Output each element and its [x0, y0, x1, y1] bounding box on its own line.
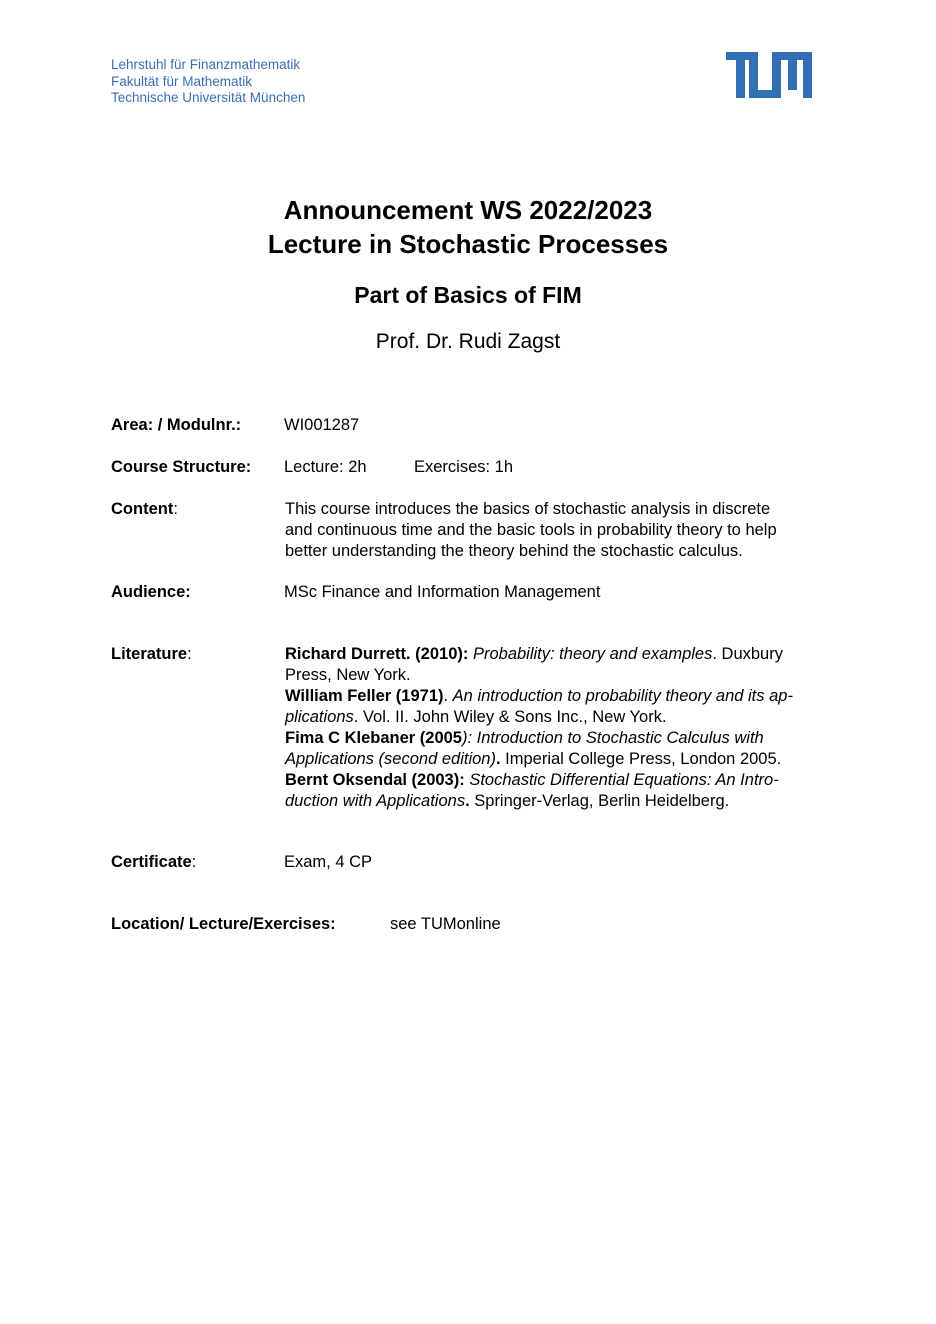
area-value: WI001287 [284, 416, 360, 434]
university-name: Technische Universität München [111, 90, 306, 105]
professor-name: Prof. Dr. Rudi Zagst [375, 330, 561, 353]
literature-item-durrett: Richard Durrett. (2010): Probability: theory and examples. Duxbury [285, 645, 783, 663]
structure-label: Course Structure: [111, 458, 252, 476]
audience-label: Audience: [111, 583, 191, 601]
literature-item-oksendal: Bernt Oksendal (2003): Stochastic Differential Equations: An Intro- [285, 771, 779, 789]
title-line-2: Lecture in Stochastic Processes [267, 229, 669, 259]
literature-item-klebaner: Fima C Klebaner (2005): Introduction to Stochastic Calculus with [285, 729, 764, 747]
audience-value: MSc Finance and Information Management [284, 583, 601, 601]
area-label: Area: / Modulnr.: [111, 416, 242, 434]
faculty-name: Fakultät für Mathematik [111, 73, 253, 89]
structure-lecture: Lecture: 2h [284, 458, 367, 476]
title-line-1: Announcement WS 2022/2023 [283, 195, 653, 225]
content-label: Content: [111, 500, 178, 518]
location-value: see TUMonline [390, 915, 501, 933]
tum-logo [726, 52, 812, 98]
literature-item-feller: William Feller (1971). An introduction to probability theory and its ap- [285, 687, 793, 705]
chair-header [111, 57, 305, 107]
certificate-value: Exam, 4 CP [284, 853, 373, 871]
chair-name: Lehrstuhl für Finanzmathematik [111, 57, 301, 72]
literature-label: Literature: [111, 645, 192, 663]
content-text: This course introduces the basics of stochastic analysis in discrete and continuous time and the basic tools in probability theory to help better understanding the theory behind the stochastic calculus. [285, 500, 777, 560]
location-label: Location/ Lecture/Exercises: [111, 915, 336, 933]
subtitle: Part of Basics of FIM [354, 282, 582, 308]
structure-exercises: Exercises: 1h [414, 458, 514, 476]
announcement-title [0, 193, 936, 261]
certificate-label: Certificate: [111, 853, 197, 871]
literature-list: Richard Durrett. (2010): Probability: theory and examples. Duxbury Press, New York. William Feller (1971). An introduction to probability theory and its ap- plications. Vol. II. John Wiley & Sons Inc., New York. Fima C Klebaner (2005): Introduction to Stochastic Calculus with Applications (second edition). Imperial College Press, London 2005. Bernt Oksendal (2003): Stochastic Differential Equations: An Intro- duction with Applications. Springer-Verlag, Berlin Heidelberg. [285, 644, 830, 812]
